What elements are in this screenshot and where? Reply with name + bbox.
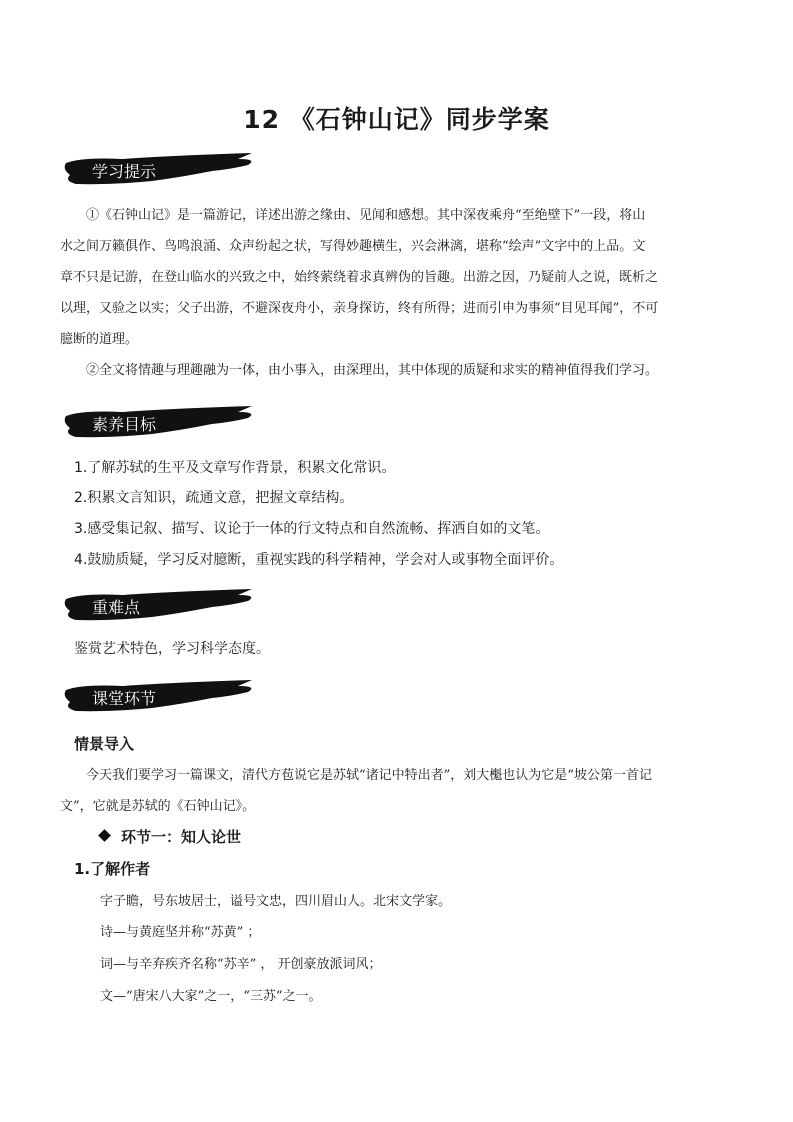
section-label: 重难点 bbox=[92, 598, 141, 617]
section-header-hint bbox=[62, 153, 262, 187]
goal-item: 3.感受集记叙、描写、议论于一体的行文特点和自然流畅、挥洒自如的文笔。 bbox=[74, 521, 550, 537]
intro-heading: 情景导入 bbox=[74, 735, 135, 753]
key-point-text: 鉴赏艺术特色，学习科学态度。 bbox=[74, 641, 270, 657]
text-line: 文”，它就是苏轼的《石钟山记》。 bbox=[60, 799, 256, 814]
goal-item: 1.了解苏轼的生平及文章写作背景，积累文化常识。 bbox=[74, 460, 396, 476]
section-label: 素养目标 bbox=[92, 415, 157, 434]
goal-item: 2.积累文言知识，疏通文意，把握文章结构。 bbox=[74, 490, 354, 506]
author-heading: 1.了解作者 bbox=[74, 860, 151, 878]
author-line: 词—与辛弃疾齐名称“苏辛” ， 开创豪放派词风； bbox=[100, 957, 382, 972]
text-line: 章不只是记游，在登山临水的兴致之中，始终萦绕着求真辨伪的旨趣。出游之因，乃疑前人之说，既析之 bbox=[60, 270, 659, 285]
step1-heading-text: 环节一：知人论世 bbox=[121, 828, 242, 846]
section-header-key bbox=[62, 589, 262, 623]
page-title: 12 《石钟山记》同步学案 bbox=[243, 105, 550, 134]
section-header-goals bbox=[62, 406, 262, 440]
author-line: 文—“唐宋八大家”之一，“三苏”之一。 bbox=[100, 989, 322, 1004]
text-line: ②全文将情趣与理趣融为一体，由小事入，由深理出，其中体现的质疑和求实的精神值得我们学习。 bbox=[86, 363, 659, 378]
step1-heading bbox=[100, 826, 241, 847]
section-label: 课堂环节 bbox=[92, 689, 157, 708]
text-line: 今天我们要学习一篇课文，清代方苞说它是苏轼“诸记中特出者”，刘大櫆也认为它是“坡公第一首记 bbox=[86, 768, 652, 783]
author-line: 诗—与黄庭坚并称“苏黄” ； bbox=[100, 925, 261, 940]
section-label: 学习提示 bbox=[92, 162, 157, 181]
section-header-class bbox=[62, 680, 262, 714]
hint-paragraph-1 bbox=[60, 200, 735, 355]
text-line: 水之间万籁俱作、鸟鸣浪涌、众声纷起之状，写得妙趣横生，兴会淋漓，堪称“绘声”文字中的上品。文 bbox=[60, 239, 646, 254]
goal-item: 4.鼓励质疑，学习反对臆断，重视实践的科学精神，学会对人或事物全面评价。 bbox=[74, 552, 564, 568]
diamond-bullet-icon bbox=[98, 829, 111, 842]
intro-paragraph bbox=[60, 760, 735, 822]
text-line: ①《石钟山记》是一篇游记，详述出游之缘由、见闻和感想。其中深夜乘舟“至绝壁下”一段，将山 bbox=[86, 208, 646, 223]
author-line: 字子瞻，号东坡居士，谥号文忠，四川眉山人。北宋文学家。 bbox=[100, 894, 452, 909]
text-line: 以理，又验之以实；父子出游，不避深夜舟小，亲身探访，终有所得；进而引申为事须“目见耳闻”，不可 bbox=[60, 301, 659, 316]
text-line: 臆断的道理。 bbox=[60, 332, 139, 347]
hint-paragraph-2 bbox=[60, 355, 735, 386]
